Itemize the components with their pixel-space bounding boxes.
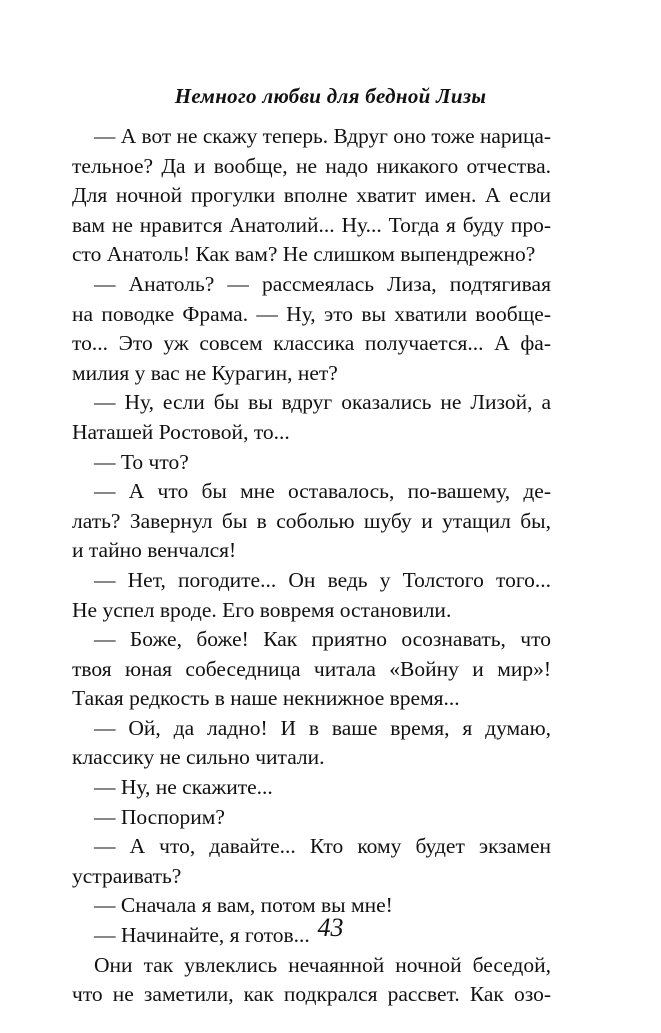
text-line: — А вот не скажу теперь. Вдруг оно тоже нарица- — [94, 124, 551, 148]
text-line: Такая редкость в наше некнижное время... — [72, 686, 460, 711]
text-line: классику не сильно читали. — [72, 745, 325, 770]
text-line: и тайно венчался! — [72, 538, 237, 563]
text-line: то... Это уж совсем классика получается... А фа- — [72, 331, 551, 356]
running-head: Немного любви для бедной Лизы — [174, 84, 487, 108]
text-line: твоя юная собеседница читала «Войну и мир»! — [72, 656, 551, 681]
text-line: — Ну, не скажите... — [94, 775, 273, 800]
text-line: — Ой, да ладно! И в ваше время, я думаю, — [94, 715, 551, 740]
text-line: — А что бы мне оставалось, по-вашему, де- — [94, 479, 551, 504]
text-line: на поводке Фрама. — Ну, это вы хватили вообще- — [72, 301, 551, 326]
text-line: лать? Завернул бы в соболью шубу и утащил бы, — [72, 508, 551, 533]
text-line: устраивать? — [72, 863, 182, 888]
text-line: Не успел вроде. Его вовремя остановили. — [72, 597, 452, 622]
text-line: сто Анатоль! Как вам? Не слишком выпендрежно? — [72, 242, 536, 267]
text-line: Для ночной прогулки вполне хватит имен. А если — [72, 183, 551, 208]
text-line: Они так увлеклись нечаянной ночной беседой, — [94, 952, 551, 977]
text-line: — Ну, если бы вы вдруг оказались не Лизой, а — [94, 390, 551, 415]
text-line: вам не нравится Анатолий... Ну... Тогда я буду про- — [72, 212, 551, 237]
text-line: — Сначала я вам, потом вы мне! — [94, 893, 393, 918]
text-line: что не заметили, как подкрался рассвет. Как озо- — [72, 982, 551, 1007]
text-line: — То что? — [94, 449, 189, 474]
text-line: — Начинайте, я готов... — [94, 923, 310, 948]
body-text — [72, 122, 551, 1010]
text-line: Наташей Ростовой, то... — [72, 419, 290, 444]
page-number: 43 — [317, 913, 344, 942]
text-line: тельное? Да и вообще, не надо никакого отчества. — [72, 153, 551, 178]
text-line: милия у вас не Курагин, нет? — [72, 360, 338, 385]
text-line: — Анатоль? — рассмеялась Лиза, подтягивая — [94, 271, 551, 296]
text-line: — А что, давайте... Кто кому будет экзамен — [94, 834, 551, 859]
text-line: — Нет, погодите... Он ведь у Толстого того... — [94, 567, 551, 592]
text-line: — Боже, боже! Как приятно осознавать, что — [94, 627, 551, 652]
text-line: — Поспорим? — [94, 804, 225, 829]
